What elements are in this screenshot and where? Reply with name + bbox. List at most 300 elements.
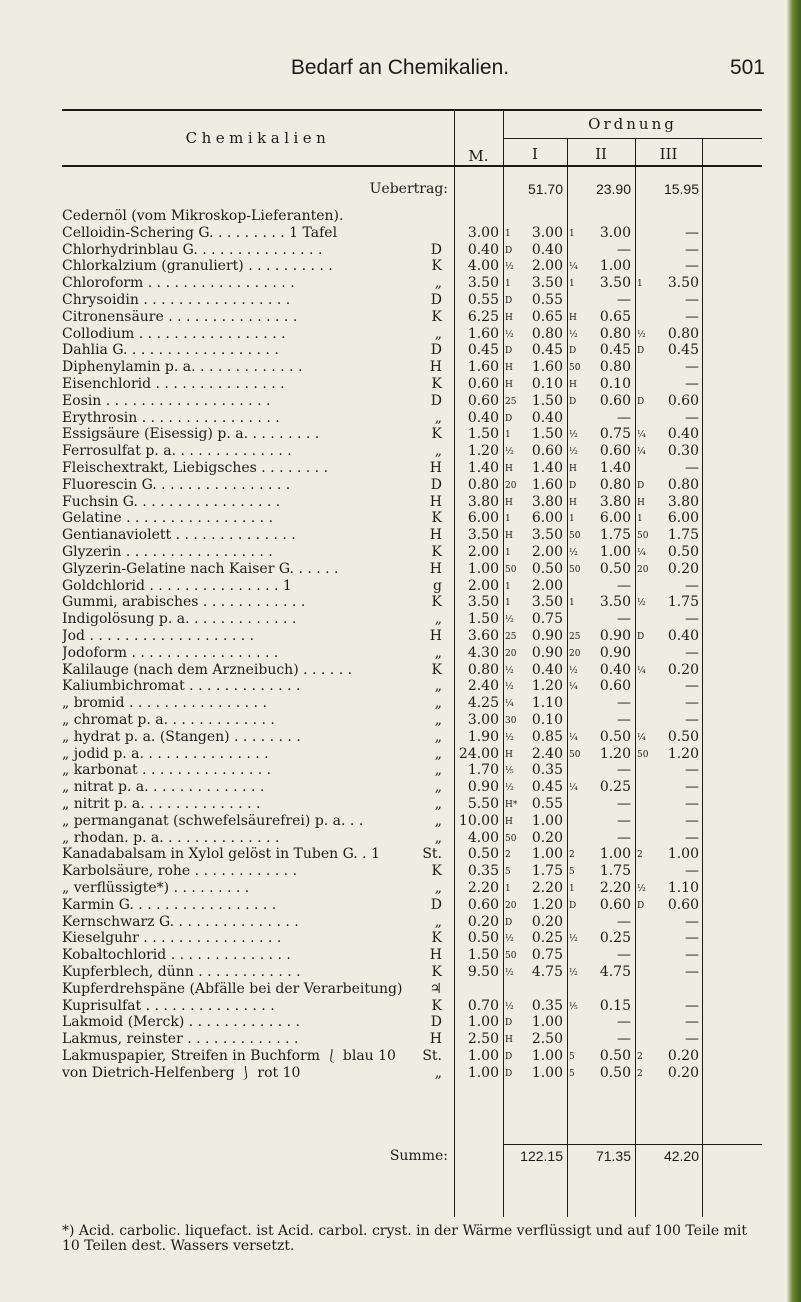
row-ii-q: ½ xyxy=(569,329,578,340)
summe-label: Summe: xyxy=(389,1148,448,1164)
row-iii: — xyxy=(685,1031,699,1048)
row-iii-q: 1 xyxy=(637,279,643,290)
row-i: 0.65 xyxy=(531,308,563,325)
row-i-q: D xyxy=(505,346,513,357)
row-iii: — xyxy=(685,611,699,628)
row-m: 1.00 xyxy=(467,1048,499,1064)
row-i: 3.00 xyxy=(531,224,563,241)
row-unit: K xyxy=(431,964,442,980)
row-i-q: 20 xyxy=(505,900,517,911)
row-ii: 0.80 xyxy=(599,359,631,376)
row-ii: 3.50 xyxy=(599,594,631,611)
row-m: 6.00 xyxy=(467,510,499,527)
row-i-q: 50 xyxy=(505,833,517,844)
row-m: 3.80 xyxy=(467,493,499,510)
row-name: Citronensäure . . . . . . . . . . . . . . . xyxy=(62,309,298,324)
row-i: 6.00 xyxy=(531,510,563,527)
summe-ii: 71.35 xyxy=(595,1148,631,1164)
row-iii-q: 2 xyxy=(637,850,643,861)
row-name: Karbolsäure, rohe . . . . . . . . . . . . xyxy=(62,864,298,879)
row-unit: „ xyxy=(434,745,442,762)
row-unit: H xyxy=(429,460,442,476)
row-i: 1.60 xyxy=(531,476,563,493)
row-name: „ rhodan. p. a. . . . . . . . . . . . . . xyxy=(62,830,280,845)
row-ii-q: ½ xyxy=(569,665,578,676)
row-unit: „ xyxy=(434,779,442,796)
row-i-q: D xyxy=(505,413,513,424)
row-ii: — xyxy=(617,292,631,308)
row-i: 0.25 xyxy=(531,930,563,947)
row-ii: 0.50 xyxy=(599,560,631,577)
row-i-q: ½ xyxy=(505,783,514,794)
row-name: Lakmoid (Merck) . . . . . . . . . . . . . xyxy=(62,1015,300,1030)
row-name: Kalilauge (nach dem Arzneibuch) . . . . . . xyxy=(62,662,353,677)
row-iii-q: 50 xyxy=(637,749,649,760)
row-ii: 1.00 xyxy=(599,846,631,863)
row-name: Erythrosin . . . . . . . . . . . . . . . . xyxy=(62,410,280,425)
row-i-q: H xyxy=(505,531,513,542)
row-i: 0.40 xyxy=(531,661,563,678)
row-ii-q: 1 xyxy=(569,598,575,609)
row-ii: — xyxy=(617,829,631,846)
row-ii-q: 1 xyxy=(569,279,575,290)
row-iii: — xyxy=(685,997,699,1014)
row-iii: 0.50 xyxy=(667,544,699,560)
row-name: „ permanganat (schwefelsäurefrei) p. a. . . xyxy=(62,813,364,828)
row-ii-q: 5 xyxy=(569,867,575,878)
row-name: Lakmuspapier, Streifen in Buchform ⎱ blau 10 xyxy=(62,1049,396,1063)
row-ii-q: ¼ xyxy=(569,682,578,693)
row-i-q: 1 xyxy=(505,884,511,894)
row-unit: St. xyxy=(422,846,442,863)
row-iii: 0.60 xyxy=(667,896,699,913)
row-m: 0.60 xyxy=(467,392,499,409)
row-i: 0.75 xyxy=(531,947,563,964)
row-iii-q: ¼ xyxy=(637,447,646,458)
row-i-q: H xyxy=(505,464,513,474)
row-unit: „ xyxy=(434,712,442,728)
row-name: Kuprisulfat . . . . . . . . . . . . . . . xyxy=(62,998,275,1013)
row-unit: K xyxy=(431,376,442,392)
row-m: 9.50 xyxy=(467,964,499,980)
row-ii-q: D xyxy=(569,396,577,407)
col-head-chemicals: Chemikalien xyxy=(185,129,331,147)
row-ii: — xyxy=(617,611,631,628)
row-i-q: 1 xyxy=(505,548,511,558)
row-ii: — xyxy=(617,712,631,728)
row-i: 1.20 xyxy=(531,896,563,913)
row-iii: — xyxy=(685,292,699,308)
row-m: 0.50 xyxy=(467,846,499,863)
row-iii: 0.20 xyxy=(667,661,699,678)
row-m: 2.00 xyxy=(467,577,499,594)
row-i-q: ½ xyxy=(505,968,514,978)
row-ii: — xyxy=(617,812,631,829)
row-name: Jod . . . . . . . . . . . . . . . . . . . xyxy=(62,629,255,643)
row-unit: K xyxy=(431,863,442,880)
row-i: 0.55 xyxy=(531,796,563,812)
row-i-q: 50 xyxy=(505,564,517,575)
row-unit: D xyxy=(430,1014,442,1031)
row-m: 1.50 xyxy=(467,611,499,628)
row-i-q: 1 xyxy=(505,228,511,239)
row-iii-q: 1 xyxy=(637,514,643,525)
row-ii-q: 1 xyxy=(569,514,575,525)
row-m: 3.60 xyxy=(467,628,499,644)
row-name: Chlorkalzium (granuliert) . . . . . . . . . . xyxy=(62,259,333,274)
col-head-order: Ordnung xyxy=(588,115,677,133)
row-m: 3.00 xyxy=(467,224,499,241)
row-unit: K xyxy=(431,510,442,527)
row-iii: 0.30 xyxy=(667,443,699,460)
row-name: Gelatine . . . . . . . . . . . . . . . . . xyxy=(62,511,274,526)
row-unit: D xyxy=(430,292,442,308)
row-iii: 0.20 xyxy=(667,1064,699,1081)
row-i: 3.80 xyxy=(531,493,563,510)
row-m: 0.70 xyxy=(467,997,499,1014)
row-iii: 1.20 xyxy=(667,745,699,762)
row-i-q: ½ xyxy=(505,1001,514,1012)
row-i-q: 2 xyxy=(505,850,511,861)
row-unit: H xyxy=(429,1031,442,1048)
row-iii-q: ½ xyxy=(637,329,646,340)
row-name: Dahlia G. . . . . . . . . . . . . . . . . . xyxy=(62,343,279,358)
row-i-q: 5 xyxy=(505,867,511,878)
row-i-q: H* xyxy=(505,800,518,810)
row-i: 0.10 xyxy=(531,712,563,728)
row-i: 0.35 xyxy=(531,997,563,1014)
row-ii: — xyxy=(617,695,631,712)
page-header xyxy=(0,56,801,86)
row-i: 0.85 xyxy=(531,728,563,745)
row-name: Gummi, arabisches . . . . . . . . . . . . xyxy=(62,595,306,610)
row-m: 0.35 xyxy=(467,863,499,880)
row-i: 0.20 xyxy=(531,829,563,846)
row-i: 0.10 xyxy=(531,376,563,392)
row-unit: H xyxy=(429,560,442,577)
row-i: 0.75 xyxy=(531,611,563,628)
row-i: 1.10 xyxy=(531,695,563,712)
row-name: Goldchlorid . . . . . . . . . . . . . . . 1 xyxy=(62,578,292,593)
row-name: Fluorescin G. . . . . . . . . . . . . . . . xyxy=(62,477,291,492)
row-i: 0.35 xyxy=(531,762,563,779)
row-ii: — xyxy=(617,241,631,258)
row-iii: — xyxy=(685,224,699,241)
row-ii: — xyxy=(617,947,631,964)
row-i: 2.00 xyxy=(531,577,563,594)
row-i: 1.00 xyxy=(531,812,563,829)
row-iii: — xyxy=(685,964,699,980)
row-iii: 1.10 xyxy=(667,880,699,896)
page-number: 501 xyxy=(729,56,765,79)
row-iii: — xyxy=(685,913,699,930)
row-i: 0.20 xyxy=(531,913,563,930)
row-unit: D xyxy=(430,342,442,359)
row-i-q: H xyxy=(505,312,513,323)
row-m: 0.60 xyxy=(467,896,499,913)
row-name: Fleischextrakt, Liebigsches . . . . . . . . xyxy=(62,461,329,475)
row-iii: — xyxy=(685,678,699,695)
row-m: 1.20 xyxy=(467,443,499,460)
row-iii-q: D xyxy=(637,632,645,642)
page-title: Bedarf an Chemikalien. xyxy=(290,56,510,79)
row-i-q: D xyxy=(505,917,513,928)
row-unit: H xyxy=(429,493,442,510)
row-iii-q: D xyxy=(637,480,645,491)
row-m: 0.80 xyxy=(467,476,499,493)
row-m: 5.50 xyxy=(467,796,499,812)
row-i-q: H xyxy=(505,363,513,374)
summe-iii: 42.20 xyxy=(663,1148,699,1164)
row-i-q: ½ xyxy=(505,934,514,945)
row-ii-q: 50 xyxy=(569,363,581,374)
row-iii-q: ½ xyxy=(637,598,646,609)
row-iii: 0.40 xyxy=(667,628,699,644)
row-name: Collodium . . . . . . . . . . . . . . . . . xyxy=(62,326,286,341)
row-name: Glyzerin . . . . . . . . . . . . . . . . . xyxy=(62,545,273,559)
row-iii-q: 2 xyxy=(637,1068,643,1079)
row-i: 1.40 xyxy=(531,460,563,476)
row-m: 1.00 xyxy=(467,560,499,577)
row-iii: — xyxy=(685,796,699,812)
row-name: Kanadabalsam in Xylol gelöst in Tuben G. . 1 xyxy=(62,847,380,862)
row-name: Gentianaviolett . . . . . . . . . . . . . . xyxy=(62,528,296,543)
row-ii-q: 1 xyxy=(569,884,575,894)
row-iii: 3.80 xyxy=(667,493,699,510)
row-unit: „ xyxy=(434,796,442,812)
row-unit: „ xyxy=(434,1064,442,1081)
row-m: 4.00 xyxy=(467,829,499,846)
row-ii: 1.40 xyxy=(599,460,631,476)
row-iii: — xyxy=(685,258,699,275)
row-i: 2.40 xyxy=(531,745,563,762)
row-ii-q: 5 xyxy=(569,1052,575,1062)
row-i-q: H xyxy=(505,749,513,760)
row-m: 2.20 xyxy=(467,880,499,896)
row-ii-q: 5 xyxy=(569,1068,575,1079)
row-iii: — xyxy=(685,577,699,594)
row-unit: „ xyxy=(434,913,442,930)
row-ii-q: 25 xyxy=(569,632,581,642)
row-i: 0.45 xyxy=(531,779,563,796)
row-i: 3.50 xyxy=(531,275,563,292)
row-iii-q: ¼ xyxy=(637,665,646,676)
row-name: „ karbonat . . . . . . . . . . . . . . . xyxy=(62,763,272,778)
row-m: 1.50 xyxy=(467,947,499,964)
row-name: Jodoform . . . . . . . . . . . . . . . . . xyxy=(62,645,279,660)
rule-col-iii xyxy=(702,139,703,1217)
col-head-iii: III xyxy=(659,145,678,163)
row-ii: 0.90 xyxy=(599,628,631,644)
row-m: 0.50 xyxy=(467,930,499,947)
row-ii: 1.75 xyxy=(599,527,631,544)
row-i: 1.50 xyxy=(531,392,563,409)
row-i: 1.20 xyxy=(531,678,563,695)
row-ii-q: ½ xyxy=(569,548,578,558)
row-i: 2.00 xyxy=(531,258,563,275)
row-iii: 1.00 xyxy=(667,846,699,863)
row-unit: D xyxy=(430,896,442,913)
row-ii: — xyxy=(617,796,631,812)
row-m: 0.40 xyxy=(467,241,499,258)
row-i-q: ½ xyxy=(505,447,514,458)
row-iii: 0.50 xyxy=(667,728,699,745)
row-m: 3.00 xyxy=(467,712,499,728)
row-iii: 0.20 xyxy=(667,560,699,577)
row-name: Cedernöl (vom Mikroskop-Lieferanten). xyxy=(62,209,344,223)
row-unit: „ xyxy=(434,644,442,661)
row-ii: 4.75 xyxy=(599,964,631,980)
row-name: Kupferdrehspäne (Abfälle bei der Verarbeitung) xyxy=(62,981,403,996)
row-m: 1.70 xyxy=(467,762,499,779)
row-m: 3.50 xyxy=(467,275,499,292)
row-i: 0.45 xyxy=(531,342,563,359)
row-i-q: ½ xyxy=(505,615,514,626)
row-i-q: 30 xyxy=(505,716,517,726)
row-m: 2.00 xyxy=(467,544,499,560)
row-i: 1.00 xyxy=(531,846,563,863)
row-m: 4.30 xyxy=(467,644,499,661)
row-name: Eisenchlorid . . . . . . . . . . . . . . . xyxy=(62,377,285,391)
row-ii-q: D xyxy=(569,346,577,357)
row-i: 0.90 xyxy=(531,628,563,644)
row-i-q: 20 xyxy=(505,648,517,659)
row-i-q: H xyxy=(505,816,513,827)
row-name: Kaliumbichromat . . . . . . . . . . . . . xyxy=(62,679,301,694)
row-i-q: ⅕ xyxy=(505,766,514,777)
row-ii: 0.25 xyxy=(599,779,631,796)
row-i: 0.90 xyxy=(531,644,563,661)
row-i: 2.50 xyxy=(531,1031,563,1048)
row-ii: 0.50 xyxy=(599,1064,631,1081)
row-i-q: 1 xyxy=(505,430,511,441)
row-name: Eosin . . . . . . . . . . . . . . . . . . . xyxy=(62,393,271,408)
row-name: Diphenylamin p. a. . . . . . . . . . . . . xyxy=(62,360,303,375)
row-i: 3.50 xyxy=(531,527,563,544)
row-i: 3.50 xyxy=(531,594,563,611)
row-i-q: H xyxy=(505,497,513,508)
row-name: Ferrosulfat p. a. . . . . . . . . . . . . . xyxy=(62,444,292,459)
row-iii: 0.80 xyxy=(667,325,699,342)
row-m: 0.20 xyxy=(467,913,499,930)
rule-order-split xyxy=(503,138,762,139)
row-iii: — xyxy=(685,359,699,376)
row-name: Kupferblech, dünn . . . . . . . . . . . . xyxy=(62,965,301,979)
row-ii-q: ½ xyxy=(569,447,578,458)
row-unit: St. xyxy=(422,1048,442,1064)
row-ii-q: 50 xyxy=(569,749,581,760)
row-ii: 0.15 xyxy=(599,997,631,1014)
row-iii-q: 50 xyxy=(637,531,649,542)
row-m: 1.00 xyxy=(467,1064,499,1081)
chemicals-table xyxy=(62,109,762,1217)
col-head-m: M. xyxy=(468,147,489,165)
row-i: 0.55 xyxy=(531,292,563,308)
row-unit: H xyxy=(429,628,442,644)
row-i: 2.00 xyxy=(531,544,563,560)
row-name: Chlorhydrinblau G. . . . . . . . . . . . . . . xyxy=(62,242,323,257)
row-m: 1.60 xyxy=(467,359,499,376)
row-name: Glyzerin-Gelatine nach Kaiser G. . . . . . xyxy=(62,561,339,576)
row-ii-q: ¼ xyxy=(569,783,578,794)
row-ii-q: ½ xyxy=(569,430,578,441)
row-i: 1.60 xyxy=(531,359,563,376)
row-name: Celloidin-Schering G. . . . . . . . . 1 Tafel xyxy=(62,225,338,240)
row-name: Indigolösung p. a. . . . . . . . . . . . . xyxy=(62,612,297,627)
row-name: Lakmus, reinster . . . . . . . . . . . . . xyxy=(62,1032,299,1047)
row-name: Karmin G. . . . . . . . . . . . . . . . . xyxy=(62,897,277,912)
row-i-q: ½ xyxy=(505,262,514,273)
row-unit: K xyxy=(431,308,442,325)
row-name: „ nitrit p. a. . . . . . . . . . . . . . xyxy=(62,797,261,811)
row-iii: 1.75 xyxy=(667,527,699,544)
row-i: 1.00 xyxy=(531,1048,563,1064)
row-ii: 0.50 xyxy=(599,728,631,745)
row-iii-q: D xyxy=(637,396,645,407)
row-iii: — xyxy=(685,779,699,796)
row-unit: H xyxy=(429,359,442,376)
row-unit: H xyxy=(429,527,442,544)
row-unit: g xyxy=(433,577,442,594)
row-unit: D xyxy=(430,241,442,258)
row-i-q: 1 xyxy=(505,514,511,525)
row-i-q: 20 xyxy=(505,480,517,491)
row-unit: K xyxy=(431,544,442,560)
row-i-q: 1 xyxy=(505,279,511,290)
row-unit: K xyxy=(431,997,442,1014)
row-iii: 0.60 xyxy=(667,392,699,409)
row-name: Kieselguhr . . . . . . . . . . . . . . . . xyxy=(62,931,282,946)
row-i: 1.00 xyxy=(531,1014,563,1031)
row-iii: — xyxy=(685,712,699,728)
row-iii: 3.50 xyxy=(667,275,699,292)
row-name: „ verflüssigte*) . . . . . . . . . xyxy=(62,881,250,895)
row-i-q: H xyxy=(505,380,513,390)
row-m: 0.55 xyxy=(467,292,499,308)
row-ii: 0.90 xyxy=(599,644,631,661)
row-name: Essigsäure (Eisessig) p. a. . . . . . . . . xyxy=(62,427,320,442)
row-m: 4.00 xyxy=(467,258,499,275)
row-ii-q: D xyxy=(569,900,577,911)
row-i-q: ½ xyxy=(505,329,514,340)
row-iii-q: D xyxy=(637,346,645,357)
row-m: 0.60 xyxy=(467,376,499,392)
row-i-q: D xyxy=(505,296,513,306)
row-unit: D xyxy=(430,392,442,409)
row-ii: 1.00 xyxy=(599,258,631,275)
row-m: 1.50 xyxy=(467,426,499,443)
row-unit: „ xyxy=(434,728,442,745)
row-ii-q: ⅕ xyxy=(569,1001,578,1012)
row-unit: K xyxy=(431,426,442,443)
row-i: 0.80 xyxy=(531,325,563,342)
row-iii: — xyxy=(685,241,699,258)
row-ii-q: H xyxy=(569,312,577,323)
row-iii-q: ¼ xyxy=(637,548,646,558)
row-m: 0.90 xyxy=(467,779,499,796)
row-i: 1.00 xyxy=(531,1064,563,1081)
row-ii: 0.40 xyxy=(599,661,631,678)
row-ii: 0.25 xyxy=(599,930,631,947)
row-ii: 3.00 xyxy=(599,224,631,241)
row-iii: 0.20 xyxy=(667,1048,699,1064)
carry-over-i: 51.70 xyxy=(527,181,563,197)
col-head-ii: II xyxy=(595,145,607,163)
row-ii-q: H xyxy=(569,380,577,390)
row-ii: — xyxy=(617,913,631,930)
row-i-q: ½ xyxy=(505,665,514,676)
row-iii: — xyxy=(685,829,699,846)
